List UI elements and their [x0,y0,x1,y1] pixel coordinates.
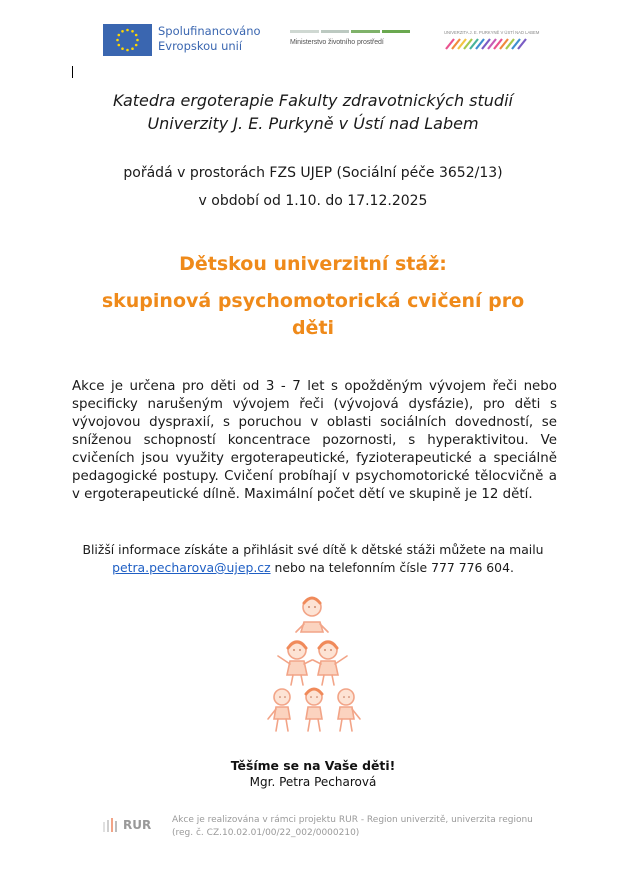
contact-line1: Bližší informace získáte a přihlásit své dítě k dětské stáži můžete na mailu [82,542,544,557]
organizer-line1: Katedra ergoterapie Fakulty zdravotnických studií [113,91,513,110]
closing-greeting: Těšíme se na Vaše děti! [230,758,396,773]
signature: Mgr. Petra Pecharová [249,775,377,789]
eu-line2: Evropskou unií [158,39,243,53]
ministry-label: Ministerstvo životního prostředí [290,39,384,46]
ministry-logo [290,30,410,46]
title-line2: skupinová psychomotorická cvičení pro [101,290,525,312]
title-line1: Dětskou univerzitní stáž: [179,253,447,275]
rur-logo [103,818,151,832]
university-stripes-icon [444,37,528,51]
footer-note [172,814,533,840]
venue-text: pořádá v prostorách FZS UJEP (Sociální péče 3652/13) [123,165,503,181]
title-line3: děti [291,317,335,339]
university-label: UNIVERZITA J. E. PURKYNĚ V ÚSTÍ NAD LABEM [444,30,540,35]
contact-line2 [60,559,566,577]
period-text: v období od 1.10. do 17.12.2025 [198,193,428,209]
text-cursor [72,66,73,78]
eu-cofinanced-label [158,24,261,54]
eu-line1: Spolufinancováno [158,24,261,38]
organizer-line2: Univerzity J. E. Purkyně v Ústí nad Labem [147,114,479,133]
footer-line2: (reg. č. CZ.10.02.01/00/22_002/0000210) [172,828,360,838]
description-paragraph: Akce je určena pro děti od 3 - 7 let s opožděným vývojem řeči nebo specificky narušeným vývojem řeči (vývojová dysfázie), pro děti s vývojovou dyspraxií, s poruchou v oblasti sociálních dovedností, se sníženou schopností koncentrace pozornosti, s hyperaktivitou. Ve cvičeních jsou využity ergoterapeutické, fyzioterapeutické a speciálně pedagogické postupy. Cvičení probíhají v psychomotorické tělocvičně a v ergoterapeutické dílně. Maximální počet dětí ve skupině je 12 dětí. [72,379,557,502]
ministry-color-bars [290,30,410,33]
children-pyramid-illustration [262,594,366,740]
university-logo [444,30,540,51]
contact-paragraph [60,541,566,577]
rur-bars-icon [103,818,119,832]
email-link[interactable]: petra.pecharova@ujep.cz [112,560,271,575]
rur-logo-text: RUR [123,818,152,832]
footer-line1: Akce je realizována v rámci projektu RUR - Region univerzitě, univerzita regionu [172,815,533,825]
eu-flag-icon [103,24,152,56]
phone-text: nebo na telefonním čísle 777 776 604. [270,560,514,575]
